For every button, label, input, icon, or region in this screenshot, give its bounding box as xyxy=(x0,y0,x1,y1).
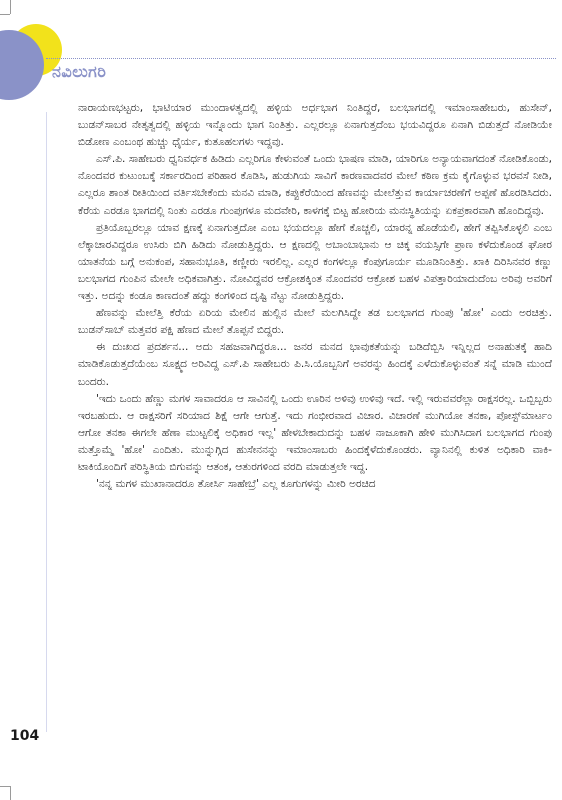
page-number: 104 xyxy=(10,728,40,744)
header-divider xyxy=(46,58,556,59)
paragraph: ಹೆಣವನ್ನು ಮೇಲೆತ್ತಿ ಕೆರೆಯ ಏರಿಯ ಮೇಲಿನ ಹುಲ್ಲಿನ ಮೇಲೆ ಮಲಗಿಸಿದ್ದೇ ತಡ ಬಲಭಾಗದ ಗುಂಪು 'ಹೋ' ಎಂದು ಅರಚಿತ್ತು. ಬುಡನ್‌ಸಾಬ್ ಮತ್ತವರ ಪಕ್ಷಿ ಹೆಣದ ಮೇಲೆ ತೊಪ್ಪನೆ ಬಿದ್ದರು. xyxy=(78,307,552,337)
crop-mark xyxy=(10,0,11,14)
body-text xyxy=(78,100,552,493)
paragraph: ನಾರಾಯಣಭಟ್ಟರು, ಭಾಟಿಯಾರ ಮುಂದಾಳತ್ವದಲ್ಲಿ ಹಳ್ಳಿಯ ಅರ್ಧಭಾಗ ನಿಂತಿದ್ದರೆ, ಬಲಭಾಗದಲ್ಲಿ ಇಮಾಂಸಾಹೇಬರು, ಹುಸೇನ್, ಬುಡನ್‌ಸಾಬರ ನೇತೃತ್ವದಲ್ಲಿ ಹಳ್ಳಿಯ ಇನ್ನೊಂದು ಭಾಗ ನಿಂತಿತ್ತು. ಎಲ್ಲರಲ್ಲೂ ಏನಾಗುತ್ತದೆಂಬ ಭಯವಿದ್ದರೂ ಏನಾಗಿ ಬಿಡುತ್ತದೆ ನೋಡಿಯೇ ಬಿಡೋಣ ಎಂಬಂಥ ಹುಚ್ಚು ಧೈರ್ಯ, ಕುತೂಹಲಗಳು ಇದ್ದವು. xyxy=(78,102,552,149)
paragraph: 'ಇದು ಒಂದು ಹೆಣ್ಣು ಮಗಳ ಸಾವಾದರೂ ಆ ಸಾವಿನಲ್ಲಿ ಒಂದು ಊರಿನ ಅಳಿವು ಉಳಿವು ಇದೆ. ಇಲ್ಲಿ ಇರುವವರೆಲ್ಲಾ ರಾಕ್ಷಸರಲ್ಲ. ಒಬ್ಬಿಬ್ಬರು ಇರಬಹುದು. ಆ ರಾಕ್ಷಸರಿಗೆ ಸರಿಯಾದ ಶಿಕ್ಷೆ ಆಗೇ ಆಗುತ್ತೆ. ಇದು ಗಂಭೀರವಾದ ವಿಚಾರ. ವಿಚಾರಣೆ ಮುಗಿಯೋ ತನಕಾ, ಪೋಸ್ಟ್‌ಮಾರ್ಟಂ ಆಗೋ ತನಕಾ ಈಗಲೇ ಹೆಣಾ ಮುಟ್ಟಲಿಕ್ಕೆ ಅಧಿಕಾರ ಇಲ್ಲ' ಹೇಳಬೇಕಾದುದನ್ನು ಬಹಳ ನಾಜೂಕಾಗಿ ಹೇಳಿ ಮುಗಿಸಿದಾಗ ಬಲಭಾಗದ ಗುಂಪು ಮತ್ತೊಮ್ಮೆ 'ಹೋ' ಎಂದಿತು. ಮುನ್ನುಗ್ಗಿದ ಹುಸೇನನನ್ನು ಇಮಾಂಸಾಬರು ಹಿಂದಕ್ಕೆಳೆದುಕೊಂಡರು. ವ್ಯಾನಿನಲ್ಲಿ ಕುಳಿತ ಅಧಿಕಾರಿ ವಾಕಿ-ಟಾಕಿಯೊಂದಿಗೆ ಪರಿಸ್ಥಿತಿಯ ಬಿಗುವನ್ನು ಆತಂಕ, ಆತುರಗಳಿಂದ ವರದಿ ಮಾಡುತ್ತಲೇ ಇದ್ದ. xyxy=(78,392,552,473)
paragraph: ಪ್ರತಿಯೊಬ್ಬರಲ್ಲೂ ಯಾವ ಕ್ಷಣಕ್ಕೆ ಏನಾಗುತ್ತದೋ ಎಂಬ ಭಯದಲ್ಲೂ ಹೇಗೆ ಕೊಚ್ಚಲಿ, ಯಾರನ್ನ ಹೊಡೆಯಲಿ, ಹೇಗೆ ತಪ್ಪಿಸಿಕೊಳ್ಳಲಿ ಎಂಬ ಲೆಕ್ಕಾಚಾರವಿದ್ದರೂ ಉಸಿರು ಬಿಗಿ ಹಿಡಿದು ನೋಡುತ್ತಿದ್ದರು. ಆ ಕ್ಷಣದಲ್ಲಿ ಅಬಾಂಬಾಭಾನು ಆ ಚಿಕ್ಕ ವಯಸ್ಸಿಗೇ ಪ್ರಾಣ ಕಳೆದುಕೊಂಡ ಘೋರ ಯಾತನೆಯ ಬಗ್ಗೆ ಅನುಕಂಪ, ಸಹಾನುಭೂತಿ, ಕಣ್ಣೀರು ಇರಲಿಲ್ಲ. ಎಲ್ಲರ ಕಂಗಳಲ್ಲೂ ಕೆಂಪುಗೂರ್ಯ ಮೂಡಿನಿಂತಿತ್ತು. ಖಾಕಿ ದಿರಿಸಿನವರ ಕಣ್ಣು ಬಲಭಾಗದ ಗುಂಪಿನ ಮೇಲೇ ಅಧಿಕವಾಗಿತ್ತು. ನೋವಿದ್ದವರ ಆಕ್ರೋಶಕ್ಕಿಂತ ನೊಂದವರ ಆಕ್ರೋಶ ಬಹಳ ವಿಪತ್ತಾರಿಯಾದುದೆಂಬ ಅರಿವು ಅವರಿಗೆ ಇತ್ತು. ಅದನ್ನು ಕಂಡೂ ಕಾಣದಂತೆ ಹದ್ದು ಕಂಗಳಿಂದ ದೃಷ್ಟಿ ನೆಟ್ಟು ನೋಡುತ್ತಿದ್ದರು. xyxy=(78,221,552,303)
paragraph: ಎಸ್.ಪಿ. ಸಾಹೇಬರು ಧ್ವನಿವರ್ಧಕ ಹಿಡಿದು ಎಲ್ಲರಿಗೂ ಕೇಳುವಂತೆ ಒಂದು ಭಾಷಣ ಮಾಡಿ, ಯಾರಿಗೂ ಅನ್ಯಾಯವಾಗದಂತೆ ನೋಡಿಕೊಂಡು, ನೊಂದವರ ಕುಟುಂಬಕ್ಕೆ ಸರ್ಕಾರದಿಂದ ಪರಿಹಾರ ಕೊಡಿಸಿ, ಹುಡುಗಿಯ ಸಾವಿಗೆ ಕಾರಣವಾದವರ ಮೇಲೆ ಕಠಿಣ ಕ್ರಮ ಕೈಗೊಳ್ಳುವ ಭರವಸೆ ನೀಡಿ, ಎಲ್ಲರೂ ಶಾಂತ ರೀತಿಯಿಂದ ವರ್ತಿಸಬೇಕೆಂದು ಮನವಿ ಮಾಡಿ, ಕಪ್ಪುಕೆರೆಯಿಂದ ಹೆಣವನ್ನು ಮೇಲೆತ್ತುವ ಕಾರ್ಯಾಚರಣೆಗೆ ಅಪ್ಪಣೆ ಹೊರಡಿಸಿದರು. ಕೆರೆಯ ಎರಡೂ ಭಾಗದಲ್ಲಿ ನಿಂತು ಎರಡೂ ಗುಂಪುಗಳೂ ಮದವೇರಿ, ಕಾಳಗಕ್ಕೆ ಬಿಟ್ಟ ಹೋರಿಯ ಮನಃಸ್ಥಿತಿಯನ್ನು ಏಕಪ್ರಕಾರವಾಗಿ ಹೊಂದಿದ್ದವು. xyxy=(78,153,552,217)
paragraph: ಈ ದುಃಖದ ಪ್ರದರ್ಶನ... ಅದು ಸಹಜವಾಗಿದ್ದರೂ... ಜನರ ಮನದ ಭಾವುಕತೆಯನ್ನು ಬಡಿದೆಬ್ಬಿಸಿ ಇನ್ನಿಲ್ಲದ ಅನಾಹುತಕ್ಕೆ ಹಾದಿ ಮಾಡಿಕೊಡುತ್ತದೆಯೆಂಬ ಸೂಕ್ಷ್ಮದ ಅರಿವಿದ್ದ ಎಸ್.ಪಿ ಸಾಹೇಬರು ಪಿ.ಸಿ.ಯೊಬ್ಬನಿಗೆ ಅವರನ್ನು ಹಿಂದಕ್ಕೆ ಎಳೆದುಕೊಳ್ಳುವಂತೆ ಸನ್ನೆ ಮಾಡಿ ಮುಂದೆ ಬಂದರು. xyxy=(78,341,552,388)
crop-mark xyxy=(0,14,10,15)
crop-mark xyxy=(10,786,11,800)
paragraph: 'ನನ್ನ ಮಗಳ ಮುಖಾನಾದರೂ ತೋರ್ಸಿ ಸಾಹೇಬ್ರೆ' ಎಲ್ಲ ಕೂಗುಗಳನ್ನು ಮೀರಿ ಅರಚಿದ xyxy=(96,478,376,491)
running-header: ನವಿಲುಗರಿ xyxy=(52,62,107,81)
margin-rule xyxy=(46,112,47,732)
crop-mark xyxy=(0,786,10,787)
